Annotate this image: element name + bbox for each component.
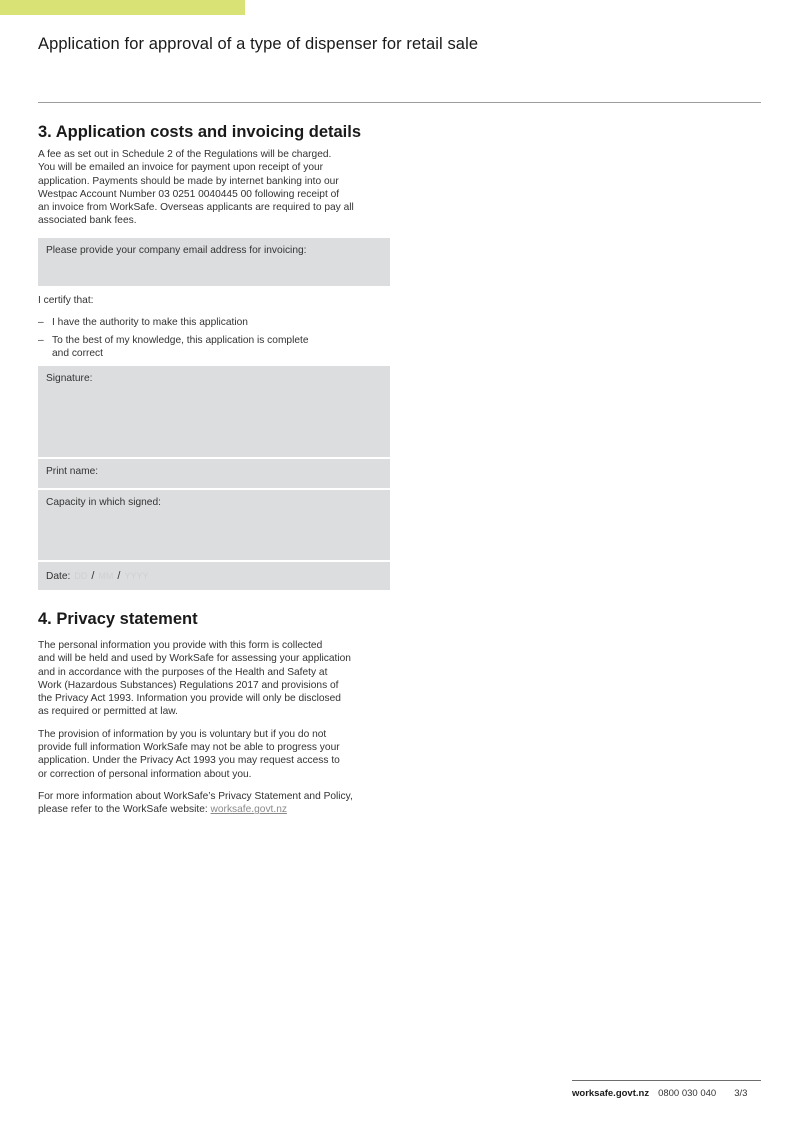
date-year-input[interactable]: YYYY <box>124 571 149 581</box>
privacy-paragraph-3 <box>38 790 398 817</box>
footer-phone: 0800 030 040 <box>658 1088 717 1099</box>
dash-bullet: – <box>38 317 44 329</box>
date-separator: / <box>117 570 121 582</box>
privacy-line: For more information about WorkSafe’s Privacy Statement and Policy, <box>38 790 353 802</box>
intro-line: A fee as set out in Schedule 2 of the Regulations will be charged. <box>38 149 332 160</box>
signature-block <box>38 366 390 590</box>
dash-bullet: – <box>38 334 44 346</box>
intro-line: an invoice from WorkSafe. Overseas applicants are required to pay all <box>38 202 354 214</box>
signature-field[interactable] <box>38 366 390 457</box>
invoice-email-label: Please provide your company email address for invoicing: <box>46 245 307 256</box>
date-label: Date: <box>46 570 71 582</box>
capacity-field[interactable] <box>38 490 390 560</box>
intro-line: associated bank fees. <box>38 215 137 227</box>
privacy-line: The personal information you provide with this form is collected <box>38 640 323 651</box>
section-3-heading: 3. Application costs and invoicing details <box>38 123 362 141</box>
privacy-paragraph-1 <box>38 639 398 719</box>
section-application-costs <box>38 123 390 228</box>
privacy-line: Work (Hazardous Substances) Regulations 2017 and provisions of <box>38 679 339 691</box>
privacy-line: or correction of personal information about you. <box>38 768 252 780</box>
print-name-field[interactable] <box>38 459 390 488</box>
worksafe-website-link[interactable]: worksafe.govt.nz <box>210 804 287 816</box>
date-field <box>38 562 390 590</box>
document-title: Application for approval of a type of dispenser for retail sale <box>38 35 479 53</box>
privacy-line: as required or permitted at law. <box>38 706 178 718</box>
certify-label: I certify that: <box>38 295 94 306</box>
certify-text: and correct <box>52 347 103 359</box>
privacy-line: and in accordance with the purposes of the Health and Safety at <box>38 666 328 678</box>
privacy-paragraph-2 <box>38 728 398 781</box>
footer <box>572 1088 747 1099</box>
date-separator: / <box>91 570 95 582</box>
intro-line: application. Payments should be made by internet banking into our <box>38 175 339 187</box>
certify-item <box>38 316 390 329</box>
privacy-line: the Privacy Act 1993. Information you provide will only be disclosed <box>38 693 341 705</box>
section-3-intro <box>38 148 390 228</box>
invoice-email-field[interactable] <box>38 238 390 286</box>
certify-item <box>38 334 390 361</box>
section-privacy-statement <box>38 610 398 817</box>
page-number: 3/3 <box>734 1088 748 1099</box>
certification <box>38 294 390 364</box>
section-4-heading: 4. Privacy statement <box>38 610 198 628</box>
date-month-input[interactable]: MM <box>98 571 114 581</box>
capacity-label: Capacity in which signed: <box>46 497 161 508</box>
privacy-line: provide full information WorkSafe may not be able to progress your <box>38 742 340 754</box>
accent-bar <box>0 0 245 15</box>
privacy-line: application. Under the Privacy Act 1993 you may request access to <box>38 755 340 767</box>
title-divider <box>38 102 761 103</box>
intro-line: Westpac Account Number 03 0251 0040445 00 following receipt of <box>38 188 340 200</box>
intro-line: You will be emailed an invoice for payment upon receipt of your <box>38 162 324 174</box>
signature-label: Signature: <box>46 373 93 384</box>
certify-text: To the best of my knowledge, this application is complete <box>52 334 309 346</box>
privacy-line: please refer to the WorkSafe website: <box>38 804 211 816</box>
footer-divider <box>572 1080 761 1081</box>
privacy-line: The provision of information by you is voluntary but if you do not <box>38 728 327 740</box>
certify-text: I have the authority to make this application <box>52 317 248 329</box>
date-day-input[interactable]: DD <box>74 571 88 581</box>
print-name-label: Print name: <box>46 466 99 477</box>
certify-list <box>38 316 390 360</box>
footer-website: worksafe.govt.nz <box>572 1088 650 1099</box>
privacy-line: and will be held and used by WorkSafe for assessing your application <box>38 653 351 665</box>
